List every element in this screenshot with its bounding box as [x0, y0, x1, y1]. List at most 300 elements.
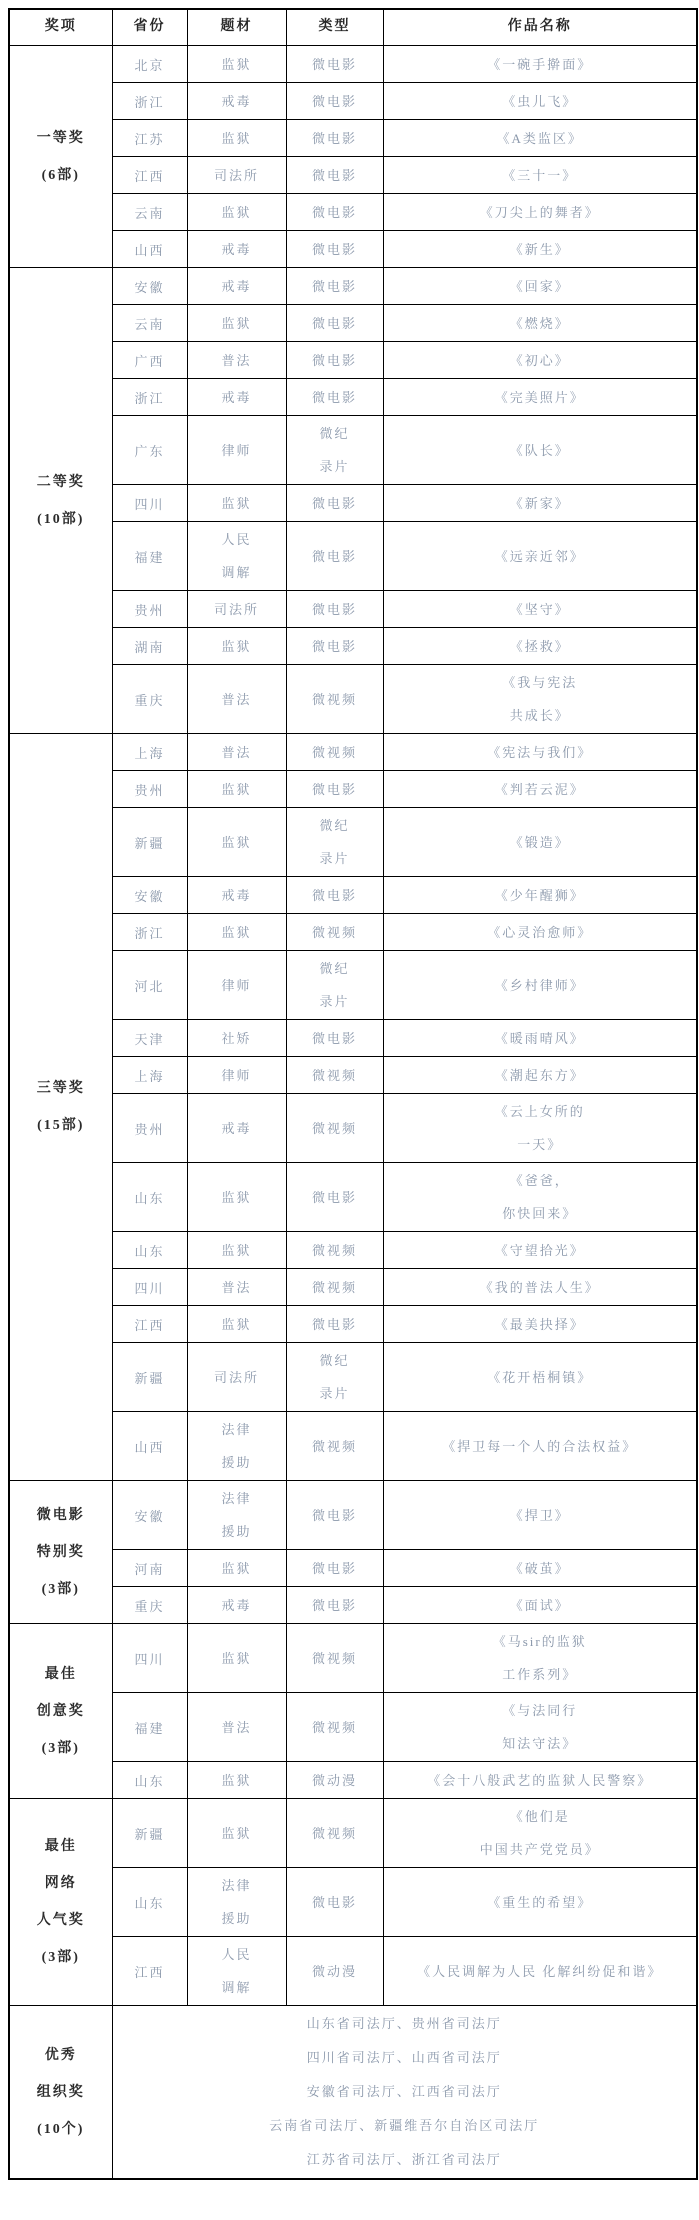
cell-line: 《A类监区》 [496, 130, 583, 146]
province-cell: 四川 [112, 1624, 187, 1693]
award-cell [9, 268, 112, 734]
cell-line: 戒毒 [221, 1120, 252, 1136]
cell-line: 微纪 [319, 1353, 350, 1368]
cell-line: 微电影 [311, 278, 357, 294]
cell-line: 微电影 [311, 389, 357, 405]
title-cell [383, 1868, 697, 1937]
title-cell [383, 379, 697, 416]
cell-line: 微视频 [311, 691, 357, 707]
province-cell: 河北 [112, 951, 187, 1020]
type-cell [286, 808, 383, 877]
cell-line: 援助 [221, 1911, 252, 1926]
type-cell [286, 771, 383, 808]
cell-line: 录片 [319, 994, 350, 1009]
cell-line: 微视频 [311, 1067, 357, 1083]
cell-line: 人民 [221, 1947, 252, 1962]
cell-line: 微视频 [311, 1650, 357, 1666]
table-body [9, 46, 697, 2180]
type-cell [286, 120, 383, 157]
cell-line: 律师 [221, 442, 252, 458]
type-cell [286, 1343, 383, 1412]
cell-line: 《花开梧桐镇》 [487, 1369, 593, 1385]
title-cell [383, 1057, 697, 1094]
cell-line: 微电影 [311, 495, 357, 511]
title-cell [383, 591, 697, 628]
table-row [9, 1868, 697, 1937]
cell-line: 《我与宪法 [502, 675, 578, 690]
theme-cell [187, 628, 286, 665]
cell-line: 共成长》 [509, 708, 570, 723]
header-row [9, 9, 697, 46]
province-cell: 天津 [112, 1020, 187, 1057]
type-cell [286, 83, 383, 120]
title-cell [383, 1094, 697, 1163]
cell-line: 知法守法》 [502, 1736, 578, 1751]
cell-line: 微视频 [311, 1120, 357, 1136]
cell-line: 江苏省司法厅、浙江省司法厅 [306, 2152, 502, 2167]
province-cell: 江西 [112, 1937, 187, 2006]
cell-line: 监狱 [221, 204, 252, 220]
title-cell [383, 485, 697, 522]
cell-line: 微电影 [311, 1507, 357, 1523]
province-cell: 江苏 [112, 120, 187, 157]
table-row [9, 1799, 697, 1868]
cell-line: 中国共产党党员》 [479, 1842, 600, 1857]
cell-line: 微电影 [311, 887, 357, 903]
province-cell: 贵州 [112, 771, 187, 808]
cell-line: 微电影 [311, 1894, 357, 1910]
title-cell [383, 1269, 697, 1306]
cell-line: 《马sir的监狱 [492, 1634, 587, 1649]
table-row [9, 268, 697, 305]
cell-line: (6部) [41, 167, 80, 183]
table-row [9, 485, 697, 522]
title-cell [383, 877, 697, 914]
cell-line: 《守望拾光》 [494, 1242, 585, 1258]
cell-line: 《人民调解为人民 化解纠纷促和谐》 [417, 1963, 663, 1979]
theme-cell [187, 120, 286, 157]
cell-line: (10部) [37, 511, 85, 527]
cell-line: 《爸爸， [509, 1173, 570, 1188]
cell-line: 司法所 [213, 1369, 259, 1385]
title-cell [383, 1481, 697, 1550]
title-cell [383, 157, 697, 194]
cell-line: 《破茧》 [509, 1560, 570, 1576]
cell-line: 《会十八般武艺的监狱人民警察》 [427, 1772, 653, 1788]
table-row [9, 1306, 697, 1343]
theme-cell [187, 1412, 286, 1481]
cell-line: 《捍卫每一个人的合法权益》 [442, 1438, 638, 1454]
cell-line: 监狱 [221, 1316, 252, 1332]
cell-line: 《拯救》 [509, 638, 570, 654]
cell-line: 《三十一》 [502, 167, 578, 183]
cell-line: 监狱 [221, 1650, 252, 1666]
title-cell [383, 628, 697, 665]
type-cell [286, 342, 383, 379]
province-cell: 江西 [112, 157, 187, 194]
theme-cell [187, 1269, 286, 1306]
org-cell [112, 2006, 697, 2180]
title-cell [383, 46, 697, 83]
cell-line: 云南省司法厅、新疆维吾尔自治区司法厅 [269, 2118, 540, 2133]
table-row [9, 591, 697, 628]
title-cell [383, 305, 697, 342]
province-cell: 山东 [112, 1762, 187, 1799]
type-cell [286, 1868, 383, 1937]
province-cell: 贵州 [112, 591, 187, 628]
cell-line: 《面试》 [509, 1597, 570, 1613]
theme-cell [187, 1094, 286, 1163]
cell-line: 普法 [221, 1279, 252, 1295]
cell-line: 普法 [221, 691, 252, 707]
cell-line: 《最美抉择》 [494, 1316, 585, 1332]
type-cell [286, 1937, 383, 2006]
cell-line: 组织奖 [36, 2084, 85, 2100]
cell-line: 监狱 [221, 834, 252, 850]
cell-line: 监狱 [221, 1560, 252, 1576]
type-cell [286, 46, 383, 83]
province-cell: 四川 [112, 485, 187, 522]
province-cell: 山东 [112, 1232, 187, 1269]
theme-cell [187, 1937, 286, 2006]
province-cell: 上海 [112, 1057, 187, 1094]
cell-line: 微视频 [311, 744, 357, 760]
table-row [9, 1481, 697, 1550]
cell-line: 戒毒 [221, 241, 252, 257]
award-cell [9, 1624, 112, 1799]
type-cell [286, 1587, 383, 1624]
table-row [9, 46, 697, 83]
province-cell: 浙江 [112, 914, 187, 951]
table-row [9, 1762, 697, 1799]
cell-line: 《锻造》 [509, 834, 570, 850]
title-cell [383, 342, 697, 379]
type-cell [286, 268, 383, 305]
type-cell [286, 1412, 383, 1481]
theme-cell [187, 83, 286, 120]
cell-line: 微电影 [311, 204, 357, 220]
theme-cell [187, 1163, 286, 1232]
cell-line: 微电影 [311, 638, 357, 654]
cell-line: 最佳 [44, 1666, 77, 1682]
cell-line: 《潮起东方》 [494, 1067, 585, 1083]
table-row [9, 1163, 697, 1232]
column-header: 题材 [187, 9, 286, 46]
cell-line: 《队长》 [509, 442, 570, 458]
table-row [9, 808, 697, 877]
table-row [9, 665, 697, 734]
title-cell [383, 1550, 697, 1587]
cell-line: 微动漫 [311, 1963, 357, 1979]
cell-line: 微电影 [311, 548, 357, 564]
table-row [9, 1587, 697, 1624]
theme-cell [187, 268, 286, 305]
cell-line: 法律 [221, 1422, 252, 1437]
table-row [9, 951, 697, 1020]
column-header: 作品名称 [383, 9, 697, 46]
title-cell [383, 1937, 697, 2006]
cell-line: 监狱 [221, 130, 252, 146]
type-cell [286, 1094, 383, 1163]
title-cell [383, 268, 697, 305]
title-cell [383, 416, 697, 485]
cell-line: 微纪 [319, 818, 350, 833]
cell-line: 微纪 [319, 961, 350, 976]
table-row [9, 231, 697, 268]
province-cell: 新疆 [112, 1343, 187, 1412]
cell-line: 社矫 [221, 1030, 252, 1046]
table-row [9, 2006, 697, 2180]
theme-cell [187, 46, 286, 83]
theme-cell [187, 951, 286, 1020]
cell-line: 微电影 [311, 1189, 357, 1205]
title-cell [383, 914, 697, 951]
type-cell [286, 1624, 383, 1693]
cell-line: (15部) [37, 1118, 85, 1133]
cell-line: 《捍卫》 [509, 1507, 570, 1523]
cell-line: 《他们是 [509, 1809, 570, 1824]
cell-line: 微电影 [311, 352, 357, 368]
theme-cell [187, 1624, 286, 1693]
type-cell [286, 379, 383, 416]
theme-cell [187, 157, 286, 194]
type-cell [286, 1550, 383, 1587]
theme-cell [187, 771, 286, 808]
table-row [9, 1269, 697, 1306]
cell-line: 《暖雨晴风》 [494, 1030, 585, 1046]
province-cell: 山东 [112, 1868, 187, 1937]
type-cell [286, 591, 383, 628]
cell-line: (3部) [41, 1950, 80, 1965]
table-row [9, 914, 697, 951]
cell-line: 微电影 [36, 1507, 85, 1523]
cell-line: 《初心》 [509, 352, 570, 368]
cell-line: 《新家》 [509, 495, 570, 511]
type-cell [286, 1799, 383, 1868]
cell-line: 录片 [319, 459, 350, 474]
cell-line: 二等奖 [36, 474, 85, 490]
province-cell: 新疆 [112, 1799, 187, 1868]
cell-line: 援助 [221, 1524, 252, 1539]
cell-line: 法律 [221, 1878, 252, 1893]
cell-line: 微电影 [311, 56, 357, 72]
type-cell [286, 628, 383, 665]
cell-line: 人气奖 [36, 1913, 85, 1928]
cell-line: 一等奖 [36, 130, 85, 146]
province-cell: 广西 [112, 342, 187, 379]
province-cell: 湖南 [112, 628, 187, 665]
cell-line: 监狱 [221, 1189, 252, 1205]
cell-line: 微视频 [311, 1825, 357, 1841]
table-row [9, 1343, 697, 1412]
theme-cell [187, 305, 286, 342]
theme-cell [187, 379, 286, 416]
table-header [9, 9, 697, 46]
cell-line: 微视频 [311, 1438, 357, 1454]
theme-cell [187, 1020, 286, 1057]
type-cell [286, 951, 383, 1020]
table-row [9, 379, 697, 416]
type-cell [286, 522, 383, 591]
title-cell [383, 734, 697, 771]
column-header: 省份 [112, 9, 187, 46]
province-cell: 安徽 [112, 1481, 187, 1550]
cell-line: 《少年醒狮》 [494, 887, 585, 903]
type-cell [286, 1693, 383, 1762]
award-cell [9, 46, 112, 268]
cell-line: 《判若云泥》 [494, 781, 585, 797]
title-cell [383, 522, 697, 591]
theme-cell [187, 1343, 286, 1412]
table-row [9, 342, 697, 379]
cell-line: 监狱 [221, 924, 252, 940]
theme-cell [187, 416, 286, 485]
title-cell [383, 1020, 697, 1057]
cell-line: 《远亲近邻》 [494, 548, 585, 564]
table-row [9, 83, 697, 120]
cell-line: (10个) [37, 2121, 85, 2137]
column-header: 奖项 [9, 9, 112, 46]
province-cell: 福建 [112, 522, 187, 591]
cell-line: 优秀 [44, 2047, 77, 2063]
cell-line: 《与法同行 [502, 1703, 578, 1718]
cell-line: 人民 [221, 532, 252, 547]
title-cell [383, 665, 697, 734]
theme-cell [187, 522, 286, 591]
province-cell: 山东 [112, 1163, 187, 1232]
cell-line: (3部) [41, 1581, 80, 1597]
theme-cell [187, 1587, 286, 1624]
cell-line: 微电影 [311, 241, 357, 257]
title-cell [383, 951, 697, 1020]
type-cell [286, 1232, 383, 1269]
cell-line: 《燃烧》 [509, 315, 570, 331]
cell-line: 监狱 [221, 1772, 252, 1788]
cell-line: 律师 [221, 977, 252, 993]
award-cell [9, 1481, 112, 1624]
table-row [9, 120, 697, 157]
theme-cell [187, 591, 286, 628]
cell-line: 三等奖 [36, 1081, 85, 1096]
province-cell: 安徽 [112, 877, 187, 914]
table-row [9, 1693, 697, 1762]
cell-line: 戒毒 [221, 1597, 252, 1613]
title-cell [383, 1163, 697, 1232]
theme-cell [187, 734, 286, 771]
theme-cell [187, 1057, 286, 1094]
cell-line: 《一碗手擀面》 [487, 56, 593, 72]
table-row [9, 305, 697, 342]
province-cell: 山西 [112, 231, 187, 268]
theme-cell [187, 1762, 286, 1799]
cell-line: 微电影 [311, 1560, 357, 1576]
type-cell [286, 1020, 383, 1057]
title-cell [383, 231, 697, 268]
province-cell: 浙江 [112, 83, 187, 120]
type-cell [286, 1057, 383, 1094]
theme-cell [187, 342, 286, 379]
cell-line: 《坚守》 [509, 601, 570, 617]
theme-cell [187, 485, 286, 522]
table-row [9, 1020, 697, 1057]
theme-cell [187, 1550, 286, 1587]
table-row [9, 416, 697, 485]
province-cell: 福建 [112, 1693, 187, 1762]
theme-cell [187, 1799, 286, 1868]
theme-cell [187, 1868, 286, 1937]
title-cell [383, 120, 697, 157]
cell-line: 微电影 [311, 93, 357, 109]
cell-line: 戒毒 [221, 93, 252, 109]
type-cell [286, 1481, 383, 1550]
cell-line: 微电影 [311, 781, 357, 797]
type-cell [286, 231, 383, 268]
cell-line: 监狱 [221, 781, 252, 797]
cell-line: 普法 [221, 744, 252, 760]
cell-line: 援助 [221, 1455, 252, 1470]
type-cell [286, 305, 383, 342]
cell-line: (3部) [41, 1740, 80, 1756]
cell-line: 普法 [221, 1719, 252, 1735]
theme-cell [187, 914, 286, 951]
cell-line: 《宪法与我们》 [487, 744, 593, 760]
title-cell [383, 1799, 697, 1868]
table-row [9, 1412, 697, 1481]
theme-cell [187, 808, 286, 877]
title-cell [383, 1624, 697, 1693]
cell-line: 戒毒 [221, 887, 252, 903]
cell-line: 《刀尖上的舞者》 [479, 204, 600, 220]
table-row [9, 628, 697, 665]
type-cell [286, 877, 383, 914]
type-cell [286, 1306, 383, 1343]
cell-line: 微纪 [319, 426, 350, 441]
cell-line: 工作系列》 [502, 1667, 578, 1682]
cell-line: 《乡村律师》 [494, 977, 585, 993]
cell-line: 微电影 [311, 130, 357, 146]
title-cell [383, 194, 697, 231]
theme-cell [187, 1481, 286, 1550]
table-row [9, 877, 697, 914]
cell-line: 《回家》 [509, 278, 570, 294]
title-cell [383, 1412, 697, 1481]
table-row [9, 522, 697, 591]
province-cell: 广东 [112, 416, 187, 485]
cell-line: 普法 [221, 352, 252, 368]
cell-line: 《重生的希望》 [487, 1894, 593, 1910]
cell-line: 特别奖 [36, 1544, 85, 1560]
table-row [9, 1232, 697, 1269]
cell-line: 录片 [319, 851, 350, 866]
cell-line: 微电影 [311, 1030, 357, 1046]
cell-line: 监狱 [221, 1242, 252, 1258]
cell-line: 一天》 [517, 1137, 563, 1152]
province-cell: 新疆 [112, 808, 187, 877]
province-cell: 云南 [112, 194, 187, 231]
type-cell [286, 914, 383, 951]
province-cell: 贵州 [112, 1094, 187, 1163]
cell-line: 《虫儿飞》 [502, 93, 578, 109]
province-cell: 重庆 [112, 1587, 187, 1624]
theme-cell [187, 1693, 286, 1762]
cell-line: 调解 [221, 565, 252, 580]
cell-line: 微视频 [311, 924, 357, 940]
cell-line: 调解 [221, 1980, 252, 1995]
award-cell [9, 1799, 112, 2006]
table-row [9, 1057, 697, 1094]
province-cell: 四川 [112, 1269, 187, 1306]
cell-line: 你快回来》 [502, 1206, 578, 1221]
